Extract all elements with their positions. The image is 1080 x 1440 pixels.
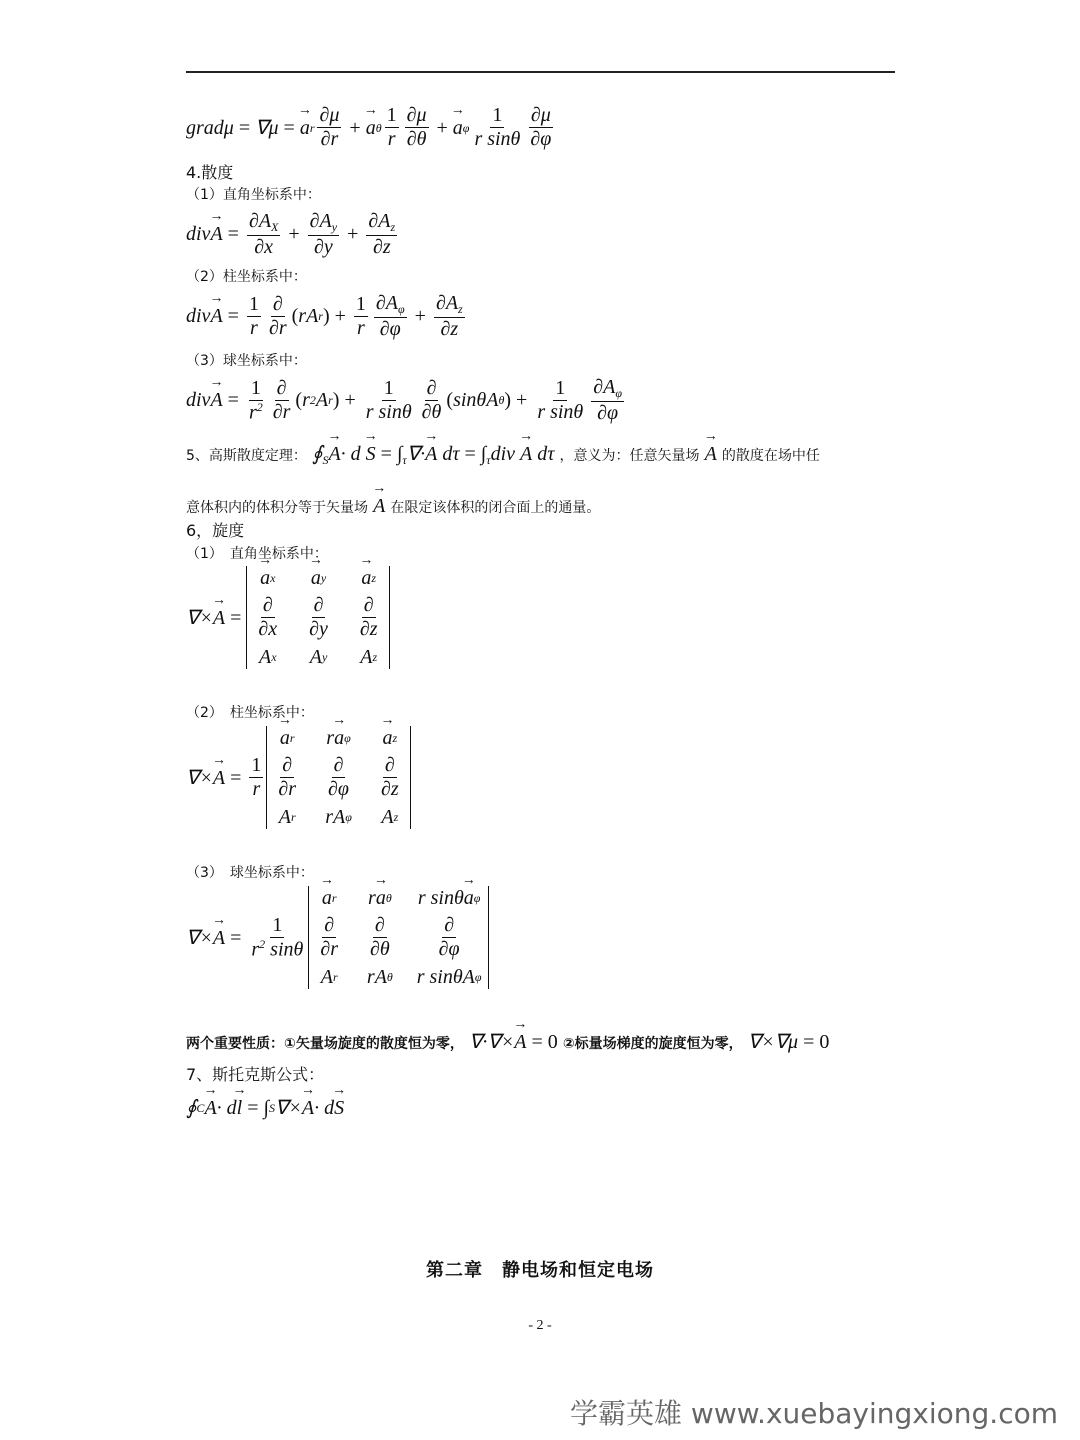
div-curl-zero-formula: ∇·∇×→ A = 0 xyxy=(469,1031,558,1053)
gauss-meaning-1: ，意义为：任意矢量场 xyxy=(559,448,700,464)
gauss-formula: $∮_S\to A\cdot d \to S = \int_\tau\nabla\cdot\to A$ $d\tau = \int_\tau div \to A$ dτ xyxy=(312,443,554,465)
page-number: - 2 - xyxy=(528,1318,552,1333)
properties-line xyxy=(186,1032,829,1053)
gauss-meaning-line-2 xyxy=(186,496,600,517)
header-rule xyxy=(186,71,895,73)
vector-a-symbol: → A xyxy=(373,496,385,516)
gauss-label: 5、高斯散度定理： xyxy=(186,448,307,464)
curl-cartesian-label: （1） 直角坐标系中： xyxy=(186,546,328,562)
curl-heading: 6，旋度 xyxy=(186,521,245,540)
div-cylindrical-label: （2）柱坐标系中： xyxy=(186,269,307,285)
curl-spherical-label: （3） 球坐标系中： xyxy=(186,865,314,881)
properties-text-1: 两个重要性质：①矢量场旋度的散度恒为零， xyxy=(186,1036,464,1052)
div-cylindrical-formula: div → A = $\frac{1}{r}$ $\frac{\partial}{\partial r}$ ( rA r ) + $\frac{1}{r}$ $\frac{\partial A_\varphi}{\partial\varphi}$ + $\frac{\partial A_z}{\partial z}$ xyxy=(186,292,468,341)
watermark: 学霸英雄 www.xuebayingxiong.com xyxy=(570,1397,1058,1430)
gauss-theorem-line xyxy=(186,444,820,466)
divergence-heading: 4.散度 xyxy=(186,163,234,182)
div-spherical-formula: div → A = $\frac{1}{r^2}$ $\frac{\partial}{\partial r}$ ( r 2 A r ) + $\frac{1}{\text{r sinθ}}$ $\frac{\partial}{\partial\theta}$ ( sinθA θ ) + $\frac{1}{\text{r sinθ}}$ $\frac{\partial A_\varphi}{\partial\varphi}$ xyxy=(186,376,627,425)
gauss-meaning-3: 意体积内的体积分等于矢量场 xyxy=(186,500,368,516)
div-spherical-label: （3）球坐标系中： xyxy=(186,353,307,369)
chapter-title: 第二章 静电场和恒定电场 xyxy=(426,1260,654,1281)
curl-cylindrical-label: （2） 柱坐标系中： xyxy=(186,705,314,721)
curl-grad-zero-formula: ∇×∇μ = 0 xyxy=(747,1031,830,1053)
stokes-heading: 7、斯托克斯公式： xyxy=(186,1065,325,1084)
vector-a-symbol: → A xyxy=(705,444,717,464)
stokes-formula: ∮ C → A · d → l = ∫ S ∇× → A · d → S xyxy=(186,1098,344,1118)
curl-cylindrical-formula: ∇× → A = $\frac{1}{r}$ → a r r → a φ → a z $\frac{\partial}{\partial r}$ $\frac{\partial}{\partial\varphi}$ $\frac{\partial}{\partial z}$ A r rA φ A z xyxy=(186,726,411,829)
properties-text-2: ②标量场梯度的旋度恒为零， xyxy=(562,1036,743,1052)
div-cartesian-formula: div → A = $\frac{\partial A_X}{\partial x}$ + $\frac{\partial A_y}{\partial y}$ + $\frac{\partial A_z}{\partial z}$ xyxy=(186,210,400,259)
gauss-meaning-2: 的散度在场中任 xyxy=(721,448,820,464)
div-cartesian-label: （1）直角坐标系中： xyxy=(186,187,321,203)
gauss-meaning-4: 在限定该体积的闭合面上的通量。 xyxy=(390,500,601,516)
curl-spherical-formula: ∇× → A = $\frac{1}{r^2 \sin\theta}$ → a r r → a θ r sinθ → a φ $\frac{\partial}{\partial r}$ $\frac{\partial}{\partial\theta}$ $\frac{\partial}{\partial\varphi}$ A r rA θ r sinθA φ xyxy=(186,886,489,989)
curl-cartesian-formula: ∇× → A = → a x → a y → a z $\frac{\partial}{\partial x}$ $\frac{\partial}{\partial y}$ $\frac{\partial}{\partial z}$ A x A y A z xyxy=(186,566,390,669)
gradient-spherical-formula: gradμ = ∇μ = → a r $\frac{\partial\mu}{\partial r}$ + → a θ $\frac{1}{r}$ $\frac{\partial\mu}{\partial\theta}$ + → a φ $\frac{1}{\text{r sinθ}}$ $\frac{\partial\mu}{\partial\varphi}$ xyxy=(186,104,556,151)
